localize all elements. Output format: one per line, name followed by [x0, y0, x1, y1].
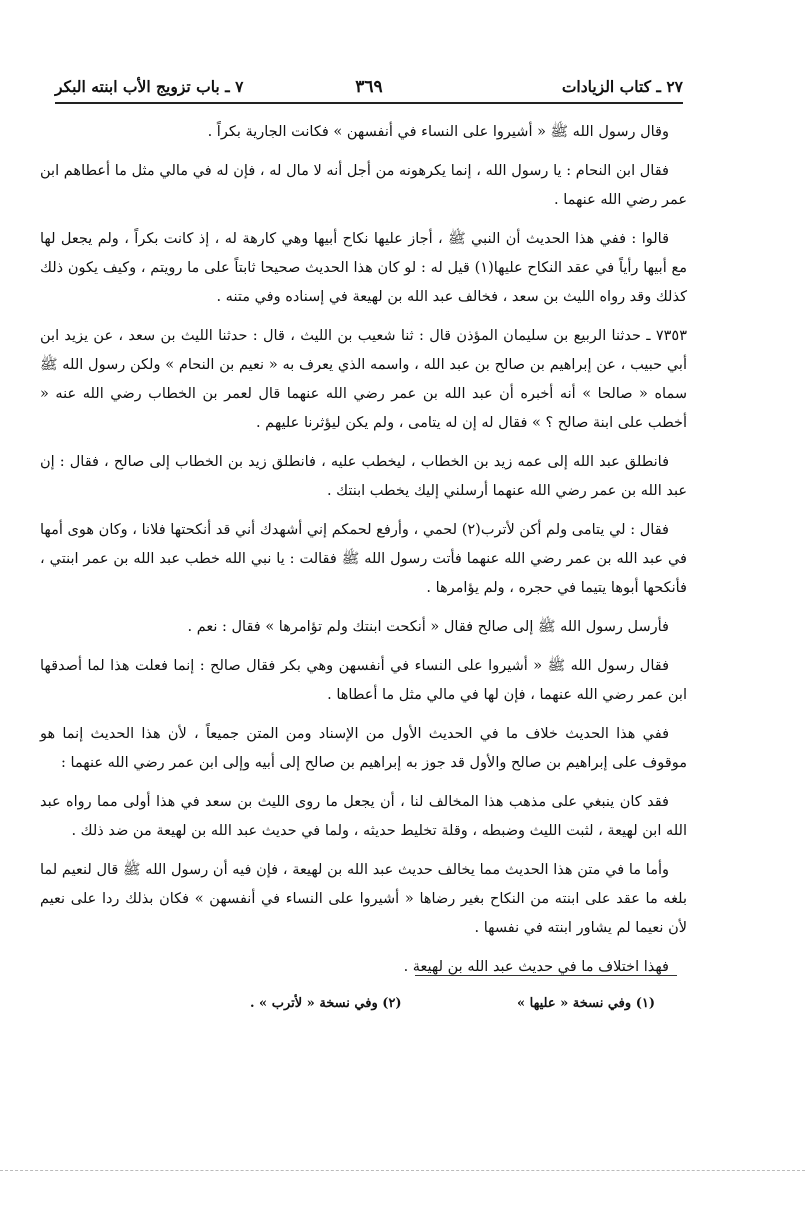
- header-rule: [55, 102, 683, 104]
- paragraph: ففي هذا الحديث خلاف ما في الحديث الأول من الإسناد ومن المتن جميعاً ، لأن هذا الحديث إنما هو موقوف على إبراهيم بن صالح والأول قد جوز به إبراهيم بن صالح إلى أبيه وإلى ابن عمر رضي الله عنهما :: [40, 726, 687, 771]
- paragraph: فقد كان ينبغي على مذهب هذا المخالف لنا ، أن يجعل ما روى الليث بن سعد في هذا أولى مما رواه عبد الله ابن لهيعة ، لثبت الليث وضبطه ، وقلة تخليط حديثه ، ولما في حديث عبد الله بن لهيعة من ضد ذلك .: [40, 794, 687, 839]
- paragraph: وأما ما في متن هذا الحديث مما يخالف حديث عبد الله بن لهيعة ، فإن فيه أن رسول الله ﷺ قال لنعيم لما بلغه ما عقد على ابنته من النكاح بغير رضاها « أشيروا على النساء في أنفسهن » فكان بذلك ردا على نعيم لأن نعيما لم يشاور ابنته في نفسها .: [40, 862, 687, 936]
- footnote-rule: [415, 975, 677, 976]
- header-chapter-title: ٢٧ ـ كتاب الزيادات: [561, 77, 683, 96]
- paragraph: فقال : لي يتامى ولم أكن لأترب(٢) لحمي ، وأرفع لحمكم إني أشهدك أني قد أنكحتها فلانا ، وكان هوى أمها في عبد الله بن عمر رضي الله عنهما فأتت رسول الله ﷺ فقالت : يا نبي الله خطب عبد الله بن عمر ابنتي ، فأنكحها أبوها يتيما في حجره ، ولم يؤامرها .: [40, 522, 687, 596]
- paragraph: فهذا اختلاف ما في حديث عبد الله بن لهيعة .: [403, 959, 669, 975]
- paragraph: فأرسل رسول الله ﷺ إلى صالح فقال « أنكحت ابنتك ولم تؤامرها » فقال : نعم .: [187, 619, 669, 635]
- page-number: ٣٦٩: [355, 77, 383, 97]
- footnotes: [250, 996, 655, 1018]
- header-section-title: ٧ ـ باب تزويج الأب ابنته البكر: [55, 77, 244, 96]
- footnote-1: (١) وفي نسخة « عليها »: [516, 996, 655, 1011]
- running-header: [55, 74, 683, 100]
- paragraph: فانطلق عبد الله إلى عمه زيد بن الخطاب ، ليخطب عليه ، فانطلق زيد بن الخطاب إلى صالح ، فقال : إن عبد الله بن عمر رضي الله عنهما أرسلني إليك يخطب ابنتك .: [40, 454, 687, 499]
- footnote-2: (٢) وفي نسخة « لأترب » .: [250, 996, 402, 1011]
- paragraph: فقال ابن النحام : يا رسول الله ، إنما يكرهونه من أجل أنه لا مال له ، فإن له في مالي مثل ما أعطاهم ابن عمر رضي الله عنهما .: [40, 163, 687, 208]
- hadith-paragraph: ٧٣٥٣ ـ حدثنا الربيع بن سليمان المؤذن قال : ثنا شعيب بن الليث ، قال : حدثنا الليث بن سعد ، عن يزيد ابن أبي حبيب ، عن إبراهيم بن صالح بن عبد الله ، واسمه الذي يعرف به « نعيم بن النحام » ولكن رسول الله ﷺ سماه « صالحا » أنه أخبره أن عبد الله بن عمر رضي الله عنهما قال لعمر بن الخطاب رضي الله عنه « أخطب على ابنة صالح ؟ » فقال له إن له يتامى ، ولم يكن ليؤثرنا عليهم .: [40, 328, 687, 431]
- scan-edge-dots: [0, 1170, 805, 1171]
- paragraph: وقال رسول الله ﷺ « أشيروا على النساء في أنفسهن » فكانت الجارية بكراً .: [207, 124, 669, 140]
- paragraph: فقال رسول الله ﷺ « أشيروا على النساء في أنفسهن وهي بكر فقال صالح : إنما فعلت هذا لما أصدقها ابن عمر رضي الله عنهما ، فإن لها في مالي مثل ما أعطاها .: [40, 658, 687, 703]
- paragraph: قالوا : ففي هذا الحديث أن النبي ﷺ ، أجاز عليها نكاح أبيها وهي كارهة له ، إذ كانت بكراً ، ولم يجعل لها مع أبيها رأياً في عقد النكاح عليها(١) قيل له : لو كان هذا الحديث صحيحا ثابتاً على ما رويتم ، وكيف يكون ذلك كذلك وقد رواه الليث بن سعد ، فخالف عبد الله بن لهيعة في إسناده وفي متنه .: [40, 231, 687, 305]
- main-text: [40, 118, 687, 992]
